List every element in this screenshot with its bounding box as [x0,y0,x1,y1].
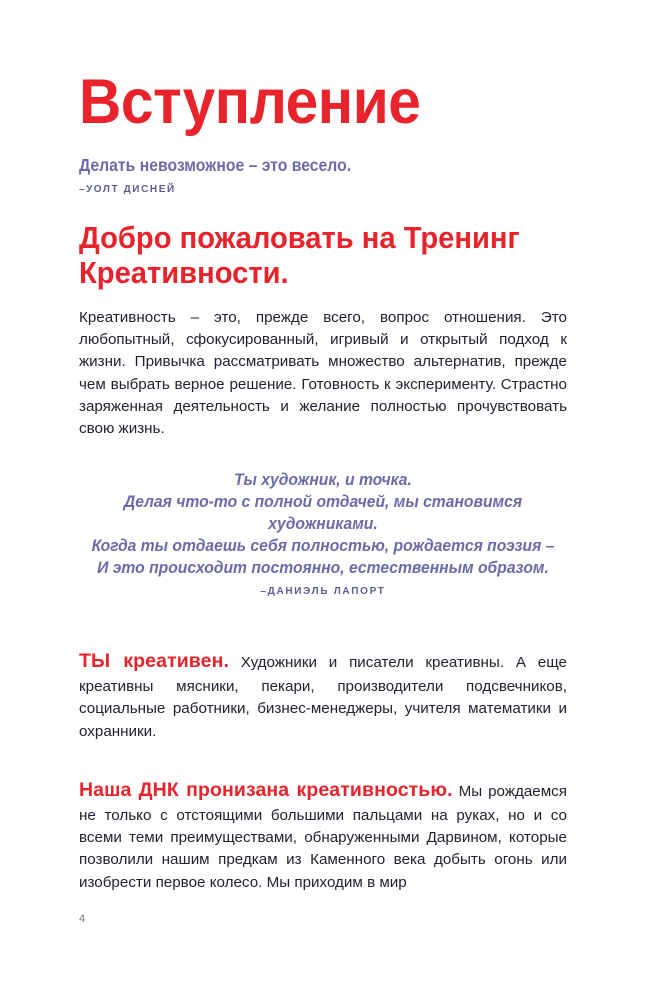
dna-paragraph [79,776,567,894]
epigraph-attribution: –УОЛТ ДИСНЕЙ [79,184,176,196]
section-heading-line-1: Добро пожаловать на Тренинг [79,220,520,256]
creative-paragraph [79,647,567,743]
verse-line: художниками. [268,514,378,533]
epigraph-block [79,155,567,195]
verse-line: Делая что-то с полной отдачей, мы становимся [123,492,523,511]
spacer [79,627,567,647]
verse-line: Когда ты отдаешь себя полностью, рождается поэзия – [91,537,555,556]
verse-line: Ты художник, и точка. [234,470,412,489]
dna-lead-in: Наша ДНК пронизана креативностью. [79,778,453,801]
page-number: 4 [79,913,86,925]
dna-body-text: Мы рождаемся не только с отстоящими большими пальцами на руках, но и со всеми теми преимуществами, обнаруженными Дарвином, которые позволили нашим предкам из Каменного века добыть огонь или изобрести первое колесо. Мы приходим в мир [79,782,567,891]
verse-line: И это происходит постоянно, естественным образом. [97,559,549,578]
verse-quote-block [79,469,567,598]
chapter-title: Вступление [79,67,421,137]
creative-body-text: Художники и писатели креативны. А еще креативны мясники, пекари, производители подсвечников, социальные работники, бизнес-менеджеры, учителя математики и охранники. [79,654,568,740]
epigraph-text: Делать невозможное – это весело. [79,155,352,176]
spacer [79,756,567,776]
section-heading [79,221,538,290]
creative-lead-in: ТЫ креативен. [79,650,229,673]
page-content [79,67,568,894]
intro-paragraph: Креативность – это, прежде всего, вопрос отношения. Это любопытный, сфокусированный, игривый и открытый подход к жизни. Привычка рассматривать множество альтернатив, прежде чем выбрать верное решение. Готовность к эксперименту. Страстно заряженная деятельность и желание полностью прочувствовать свою жизнь. [79,308,567,438]
section-heading-line-2: Креативности. [79,254,289,290]
verse-quote-attribution: –ДАНИЭЛЬ ЛАПОРТ [260,586,386,598]
